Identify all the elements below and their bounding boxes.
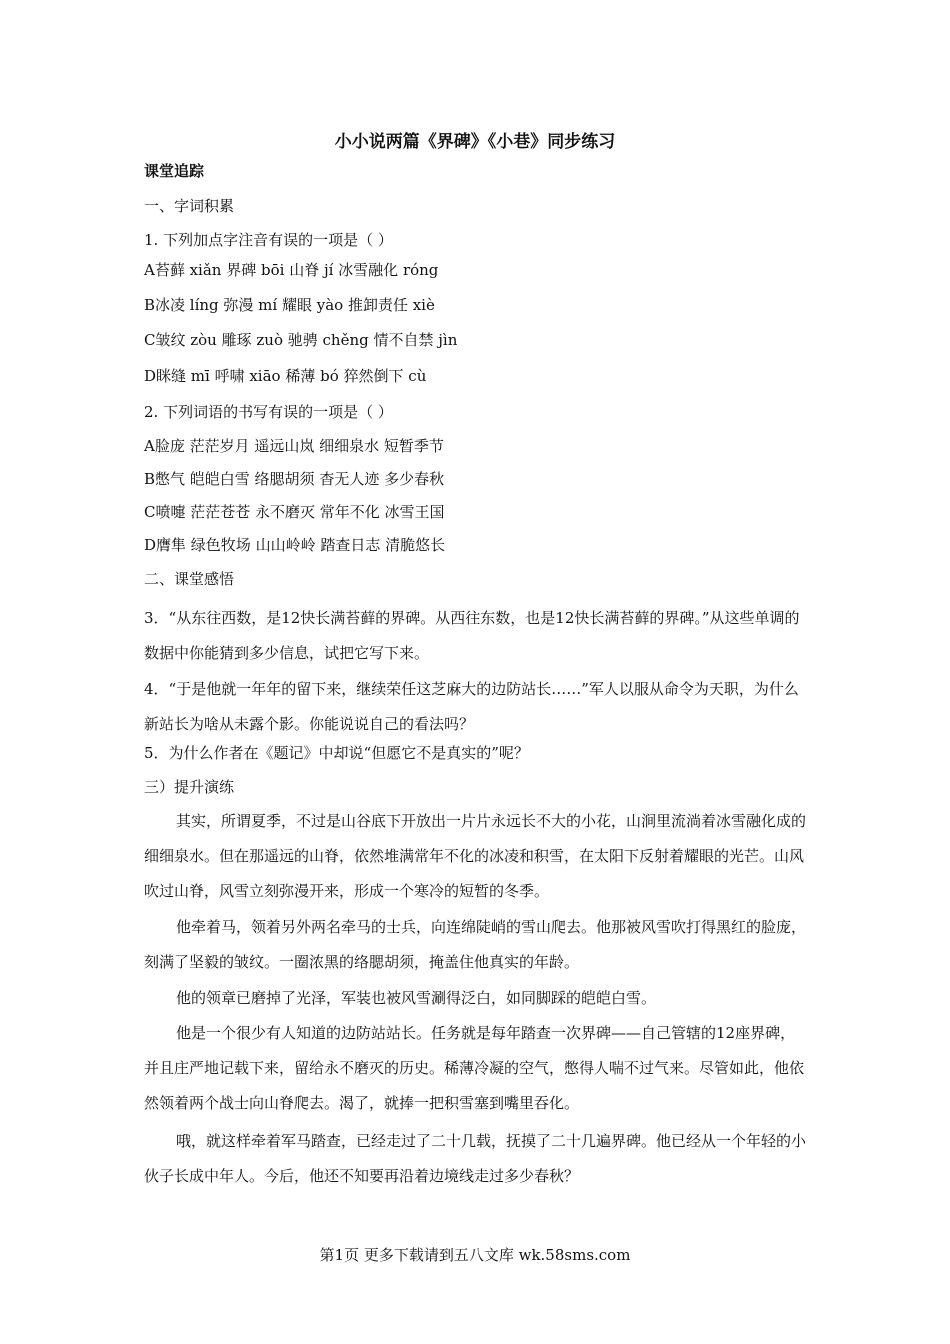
part3-heading: 三）提升演练 <box>144 778 235 796</box>
question-2-option-b: B憋气 皑皑白雪 络腮胡须 杳无人迹 多少春秋 <box>144 470 445 488</box>
passage-paragraph: 他的领章已磨掉了光泽，军装也被风雪涮得泛白，如同脚踩的皑皑白雪。 <box>176 989 657 1007</box>
question-1-option-c: C皱纹 zòu 雕琢 zuò 驰骋 chěng 情不自禁 jìn <box>144 331 458 349</box>
passage-paragraph: 哦，就这样牵着军马踏查，已经走过了二十几载，抚摸了二十几遍界碑。他已经从一个年轻的小伙子长成中年人。今后，他还不知要再沿着边境线走过多少春秋？ <box>144 1132 807 1185</box>
passage-paragraph: 他牵着马，领着另外两名牵马的士兵，向连绵陡峭的雪山爬去。他那被风雪吹打得黑红的脸庞，刻满了坚毅的皱纹。一圈浓黑的络腮胡须，掩盖住他真实的年龄。 <box>144 918 807 971</box>
question-2-option-d: D膺隼 绿色牧场 山山岭岭 踏查日志 清脆悠长 <box>144 536 446 554</box>
page-footer: 第1页 更多下载请到五八文库 wk.58sms.com <box>319 1246 631 1264</box>
question-3: 3．“从东往西数，是12快长满苔藓的界碑。从西往东数，也是12快长满苔藓的界碑。”从这些单调的数据中你能猜到多少信息，试把它写下来。 <box>144 609 800 662</box>
question-1-option-d: D眯缝 mī 呼啸 xiāo 稀薄 bó 猝然倒下 cù <box>144 367 427 385</box>
question-4: 4．“于是他就一年年的留下来，继续荣任这芝麻大的边防站长……”军人以服从命令为天职，为什么新站长为啥从未露个影。你能说说自己的看法吗？ <box>144 680 799 733</box>
question-2-option-c: C喷嚏 茫茫苍苍 永不磨灭 常年不化 冰雪王国 <box>144 503 445 521</box>
question-1-option-b: B冰凌 líng 弥漫 mí 耀眼 yào 推卸责任 xiè <box>144 296 435 314</box>
question-5: 5．为什么作者在《题记》中却说“但愿它不是真实的”呢？ <box>144 744 529 762</box>
section-heading-classroom: 课堂追踪 <box>144 162 205 180</box>
question-2-option-a: A脸庞 茫茫岁月 遥远山岚 细细泉水 短暂季节 <box>144 437 444 455</box>
document-title: 小小说两篇《界碑》《小巷》同步练习 <box>334 132 616 152</box>
question-2-stem: 2. 下列词语的书写有误的一项是（ ） <box>144 403 393 421</box>
part2-heading: 二、课堂感悟 <box>144 570 235 588</box>
question-1-option-a: A苔藓 xiǎn 界碑 bōi 山脊 jí 冰雪融化 róng <box>144 261 439 279</box>
question-1-stem: 1. 下列加点字注音有误的一项是（ ） <box>144 231 393 249</box>
passage-paragraph: 其实，所谓夏季，不过是山谷底下开放出一片片永远长不大的小花，山涧里流淌着冰雪融化成的细细泉水。但在那遥远的山脊，依然堆满常年不化的冰凌和积雪，在太阳下反射着耀眼的光芒。山风吹过山脊，风雪立刻弥漫开来，形成一个寒冷的短暂的冬季。 <box>144 812 807 900</box>
part1-heading: 一、字词积累 <box>144 197 235 215</box>
passage-paragraph: 他是一个很少有人知道的边防站站长。任务就是每年踏查一次界碑——自己管辖的12座界碑，并且庄严地记载下来，留给永不磨灭的历史。稀薄冷凝的空气，憋得人喘不过气来。尽管如此，他依然领着两个战士向山脊爬去。渴了，就捧一把积雪塞到嘴里吞化。 <box>144 1024 805 1112</box>
